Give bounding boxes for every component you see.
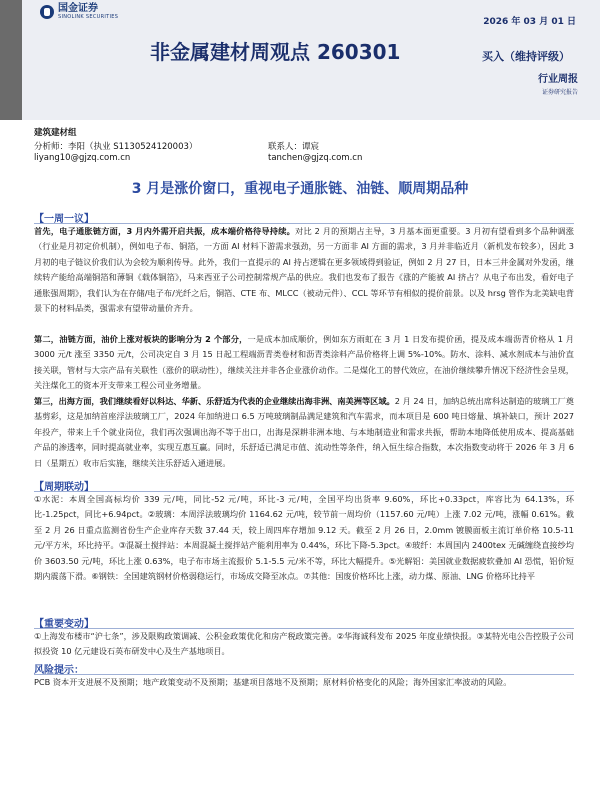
team-name: 建筑建材组 [34,128,77,138]
report-type: 行业周报 [538,74,578,85]
section-risk-heading: 风险提示： [34,665,84,676]
paragraph-lead: 第三，出海方面，我们继续看好以科达、华新、乐舒适为代表的企业继续出海非洲、南美洲等区域。 [34,396,395,406]
paragraph-oil [34,332,574,394]
paragraph-changes: ①上海发布楼市“沪七条”，涉及限购政策调减、公积金政策优化和房产税政策完善。②华海诚科发布 2025 年度业绩快报。③某特光电公告控股子公司拟投资 10 亿元建设石英布研发中心及生产基地项目。 [34,631,574,657]
paragraph-body: 一是成本加成顺价，例如东方雨虹在 3 月 1 日发布提价函，提及成本端沥青价格从 1 月 3000 元/t 涨至 3350 元/t，公司决定自 3 月 15 日起工程端沥青类卷材和沥青类涂料产品价格将上调 5%-10%。防水、涂料、减水剂成本与油价直接关联，管材与大宗产品有关联性（涨价的联动性），继续关注并非各企业涨价动作。二是煤化工的替代效应，在油价继续攀升情况下经济性会呈现，关注煤化工的资本开支带来工程公司业务增量。 [34,334,574,391]
contact-info: 联系人：谭宸 [268,142,320,152]
paragraph-electronics [34,224,574,316]
paragraph-overseas [34,394,574,471]
rating-label: 买入（维持评级） [482,50,570,63]
logo-name-en: SINOLINK SECURITIES [58,14,119,20]
report-subtitle: 3 月是涨价窗口，重视电子通胀链、油链、顺周期品种 [131,181,469,197]
logo-name-cn: 国金证券 [58,3,98,14]
analyst-email[interactable]: liyang10@gjzq.com.cn [34,153,131,163]
paragraph-lead: 首先，电子通胀链方面，3 月内外需开启共振，成本端价格待导持续。 [34,226,296,236]
paragraph-risk: PCB 资本开支进展不及预期；地产政策变动不及预期；基建项目落地不及预期；原材料价格变化的风险；海外国家汇率波动的风险。 [34,677,512,687]
section-changes-heading: 【重要变动】 [34,619,94,630]
section-weekly-topic-heading: 【一周一议】 [34,214,94,225]
company-logo [40,4,118,20]
left-decor-bar [0,0,22,120]
contact-email[interactable]: tanchen@gjzq.com.cn [268,153,363,163]
paragraph-lead: 第二，油链方面，油价上涨对板块的影响分为 2 个部分， [34,334,248,344]
logo-icon [40,5,54,19]
report-date: 2026 年 03 月 01 日 [483,17,576,27]
report-dept: 证券研究报告 [541,89,578,96]
section-cycle-heading: 【周期联动】 [34,482,94,493]
paragraph-body: 2 月 24 日，加纳总统出席科达制造的玻璃工厂奠基剪彩，这是加纳首座浮法玻璃工厂，2024 年加纳进口 6.5 万吨玻璃制品满足建筑和汽车需求，而本项目是 600 吨日熔量、填补缺口，预计 2027 年投产，带来上千个就业岗位，我们再次强调出海不等于出口，出海是深耕非洲本地、与本地制造业和需求共振，帮助本地降低使用成本、提高基础产品的渗透率，同时提高就业率，实现互惠互赢。同时，乐舒适已满足市值、流动性等条件，纳入恒生综合指数，本次指数变动将于 2026 年 3 月 6 日（星期五）收市后实施，继续关注乐舒适入通进展。 [34,396,574,468]
paragraph-cycle: ①水泥：本周全国高标均价 339 元/吨，同比-52 元/吨，环比-3 元/吨，全国平均出货率 9.60%，环比+0.33pct，库容比为 64.13%，环比-1.25pct，同比+6.94pct。②玻璃：本周浮法玻璃均价 1164.62 元/吨，较节前一周均价（1157.60 元/吨）上涨 7.02 元/吨，涨幅 0.61%。截至 2 月 26 日重点监测省份生产企业库存天数 37.44 天，较上周四库存增加 9.12 天。截至 2 月 26 日，2.0mm 镀膜面板主流订单价格 10.5-11 元/平方米，环比持平。③混凝土搅拌站：本周混凝土搅拌站产能利用率为 0.44%，环比下降-5.3pct。④玻纤：本周国内 2400tex 无碱缠绕直接纱均价 3603.50 元/吨，环比上涨 0.63%，电子布市场主流报价 5.1-5.5 元/米不等，环比大幅提升。⑤光解铝：美国就业数据疲软叠加 AI 恐慌，铝价短期内震荡下滑。⑥钢铁：全国建筑钢材价格弱稳运行，市场成交降至冰点。⑦其他：国废价格环比上涨，动力煤、原油、LNG 价格环比持平 [34,494,574,582]
paragraph-body: 对比 2 月的预期占主导，3 月基本面更重要。3 月初有望看到多个品种调涨（行业是月初定价机制），例如电子布、铜箔，一方面 AI 材料下游需求强劲，另一方面非 AI 方面的需求，3 月并非临近月（新机发布较多），因此 3 月初的电子链议价我们认为会较为顺利传导。此外，我们一直提示的 AI 持占逻辑在更多领域得到验证，例如 2 月 27 日，日本三井金属对外发函，继续转产能给高端铜箔和薄铜《载体铜箔》，马来西亚子公司控制常规产品的供应。我们也发布了报告《涨的产能被 AI 挤占？从电子布出发，看好电子通胀强周期》，我们认为在存储/电子布/光纤之后，铜箔、CTE 布、MLCC（被动元件）、CCL 等环节有相似的提价前景。以及 hrsg 管作为北美缺电背景下的材料品类，强需求有望带动量价齐升。 [34,226,574,314]
report-title: 非金属建材周观点 260301 [150,40,401,64]
analyst-info: 分析师：李阳（执业 S1130524120003） [34,142,198,152]
